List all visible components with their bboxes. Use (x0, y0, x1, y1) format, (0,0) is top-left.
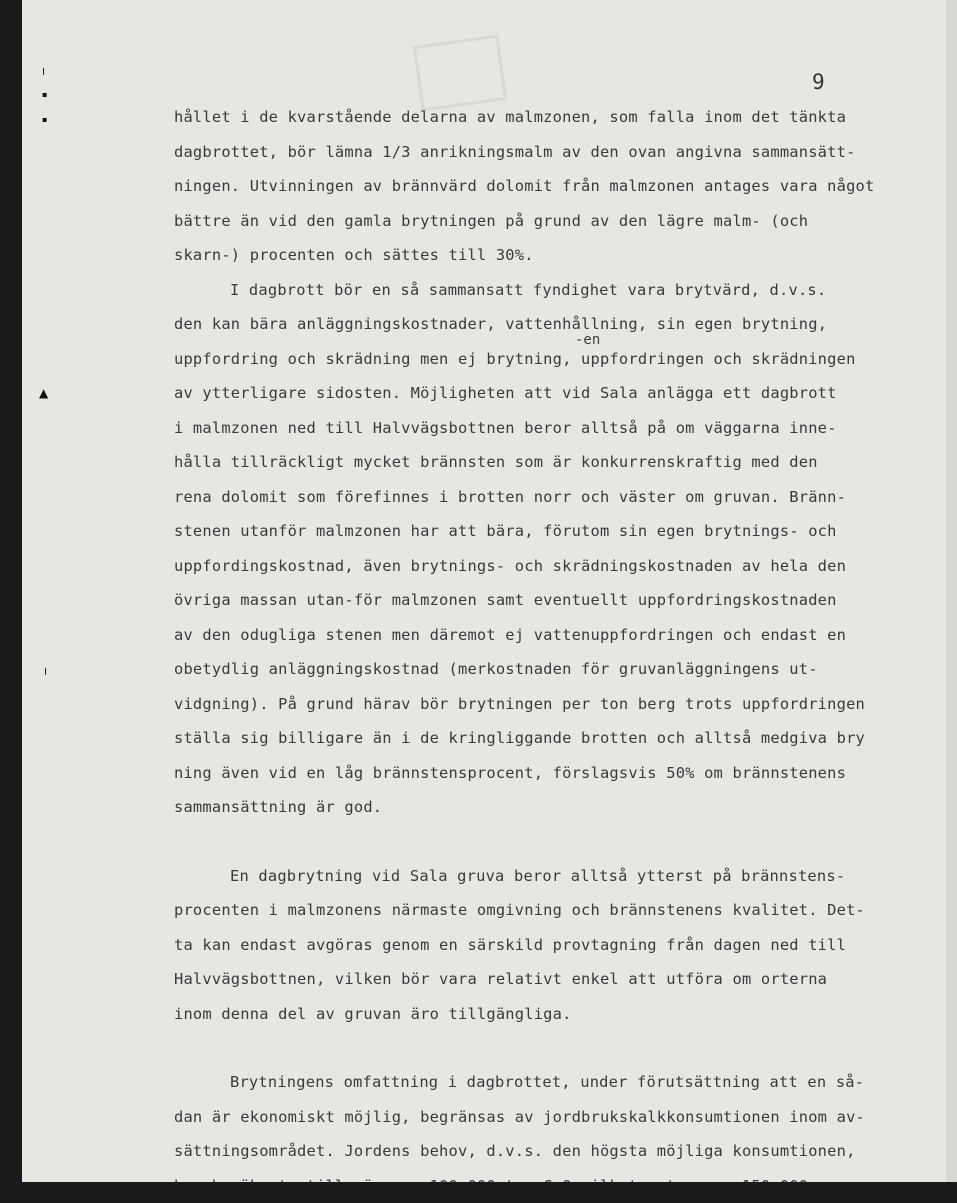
text-line: rena dolomit som förefinnes i brotten norr och väster om gruvan. Bränn- (174, 480, 954, 515)
scan-border (0, 1182, 957, 1200)
paragraph (174, 273, 954, 825)
page-edge (946, 0, 957, 1200)
text-line: En dagbrytning vid Sala gruva beror alltså ytterst på brännstens- (174, 859, 954, 894)
text-line: den kan bära anläggningskostnader, vattenhållning, sin egen brytning, (174, 307, 954, 342)
text-line: Halvvägsbottnen, vilken bör vara relativt enkel att utföra om orterna (174, 962, 954, 997)
text-line: ställa sig billigare än i de kringliggande brotten och alltså medgiva bry (174, 721, 954, 756)
text-line: övriga massan utan-för malmzonen samt eventuellt uppfordringskostnaden (174, 583, 954, 618)
text-line: ta kan endast avgöras genom en särskild provtagning från dagen ned till (174, 928, 954, 963)
text-line: dan är ekonomiskt möjlig, begränsas av jordbrukskalkkonsumtionen inom av- (174, 1100, 954, 1135)
text-line: Brytningens omfattning i dagbrottet, under förutsättning att en så- (174, 1065, 954, 1100)
paragraph-gap (174, 1031, 954, 1065)
text-line: dagbrottet, bör lämna 1/3 anrikningsmalm av den ovan angivna sammansätt- (174, 135, 954, 170)
text-line: I dagbrott bör en så sammansatt fyndighet vara brytvärd, d.v.s. (174, 273, 954, 308)
typewritten-body (174, 100, 954, 1203)
paragraph (174, 100, 954, 273)
binding-hole-mark: ▪ (42, 90, 47, 99)
document-page (22, 0, 947, 1182)
text-line: av ytterligare sidosten. Möjligheten att vid Sala anlägga ett dagbrott (174, 376, 954, 411)
interlinear-correction: -en (575, 332, 600, 348)
text-line: obetydlig anläggningskostnad (merkostnaden för gruvanläggningens ut- (174, 652, 954, 687)
binding-hole-mark: ╵ (40, 68, 47, 82)
binding-hole-mark: ╵ (42, 668, 49, 682)
text-line: bättre än vid den gamla brytningen på grund av den lägre malm- (och (174, 204, 954, 239)
margin-arrow-mark: ▲ (39, 386, 48, 400)
text-line: i malmzonen ned till Halvvägsbottnen beror alltså på om väggarna inne- (174, 411, 954, 446)
text-line: sammansättning är god. (174, 790, 954, 825)
text-line: skarn-) procenten och sättes till 30%. (174, 238, 954, 273)
text-line: uppfordingskostnad, även brytnings- och skrädningskostnaden av hela den (174, 549, 954, 584)
text-line: sättningsområdet. Jordens behov, d.v.s. den högsta möjliga konsumtionen, (174, 1134, 954, 1169)
text-line: hållet i de kvarstående delarna av malmzonen, som falla inom det tänkta (174, 100, 954, 135)
text-line: ning även vid en låg brännstensprocent, förslagsvis 50% om brännstenens (174, 756, 954, 791)
text-line: inom denna del av gruvan äro tillgängliga. (174, 997, 954, 1032)
text-line: ningen. Utvinningen av brännvärd dolomit från malmzonen antages vara något (174, 169, 954, 204)
text-line: uppfordring och skrädning men ej brytning, uppfordringen och skrädningen (174, 342, 954, 377)
text-line: stenen utanför malmzonen har att bära, förutom sin egen brytnings- och (174, 514, 954, 549)
page-number: 9 (812, 70, 825, 94)
binding-hole-mark: ▪ (42, 115, 47, 124)
paragraph-gap (174, 825, 954, 859)
text-line: vidgning). På grund härav bör brytningen per ton berg trots uppfordringen (174, 687, 954, 722)
text-line: av den odugliga stenen men däremot ej vattenuppfordringen och endast en (174, 618, 954, 653)
text-line: procenten i malmzonens närmaste omgivning och brännstenens kvalitet. Det- (174, 893, 954, 928)
text-line: hålla tillräckligt mycket brännsten som är konkurrenskraftig med den (174, 445, 954, 480)
paragraph (174, 859, 954, 1032)
